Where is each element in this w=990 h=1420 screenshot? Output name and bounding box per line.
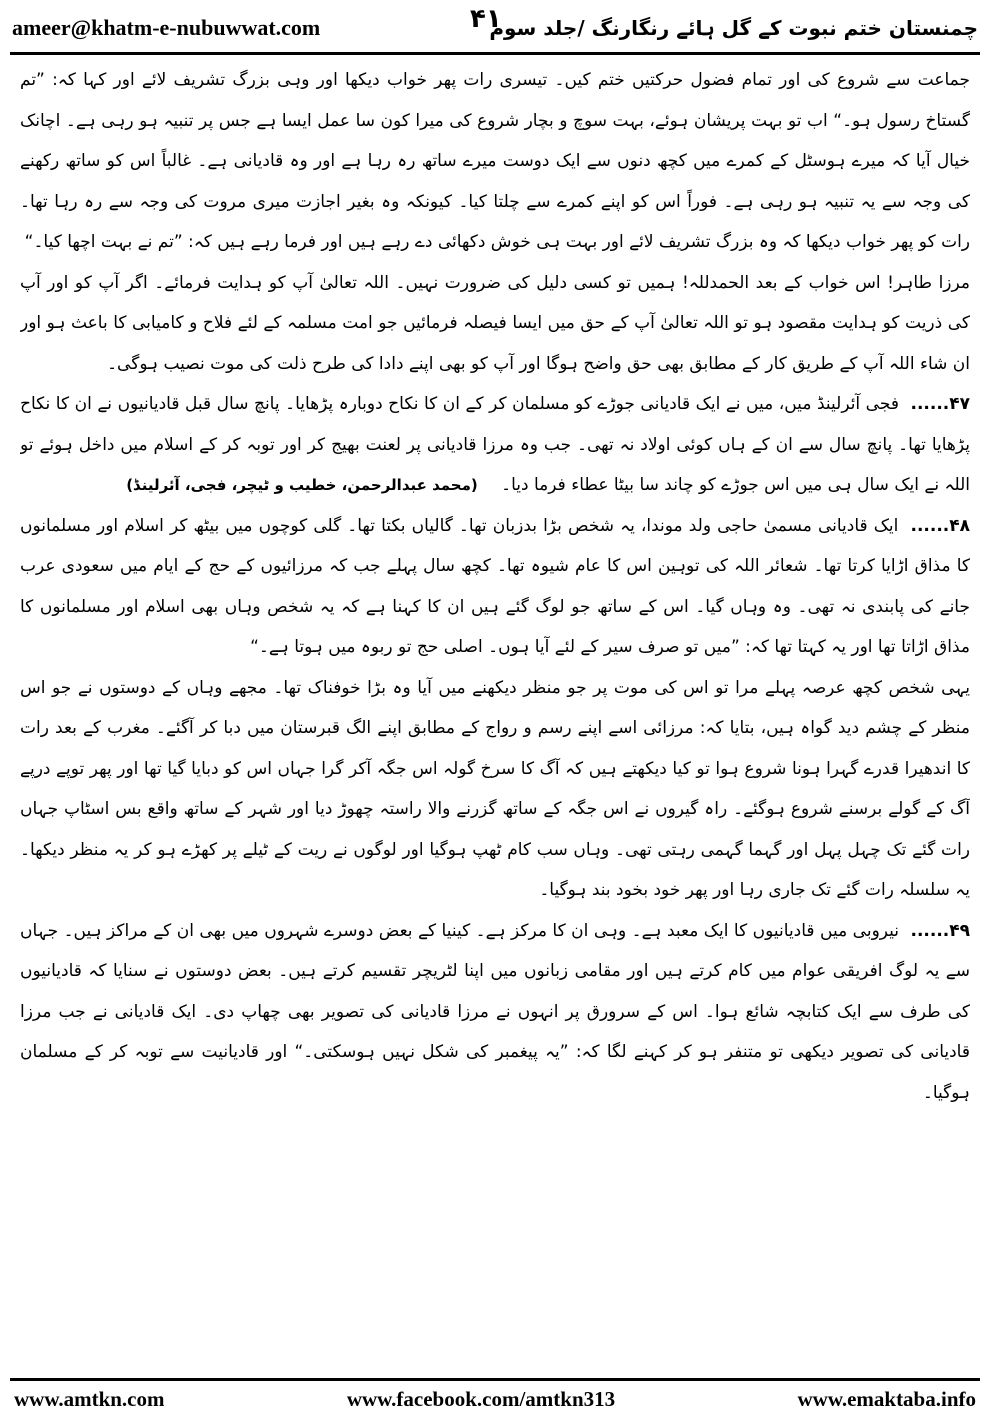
paragraph-text: نیروبی میں قادیانیوں کا ایک معبد ہے۔ وہی ان کا مرکز ہے۔ کینیا کے بعض دوسرے شہروں میں بھی ان کے مراکز ہیں۔ جہاں سے یہ لوگ افریقی عوام میں کام کرتے ہیں اور مقامی زبانوں میں اپنا لٹریچر تقسیم کرتے ہیں۔ بعض دوستوں نے سنایا کہ قادیانیوں کی طرف سے ایک کتابچہ شائع ہوا۔ اس کے سرورق پر انہوں نے مرزا قادیانی کی تصویر بھی چھاپ دی۔ ایک قادیانی نے جب مرزا قادیانی کی تصویر دیکھی تو متنفر ہو کر کہنے لگا کہ: ”یہ پیغمبر کی شکل نہیں ہوسکتی۔“ اور قادیانیت سے توبہ کر کے مسلمان ہوگیا۔ xyxy=(20,920,970,1103)
footer-divider xyxy=(10,1378,980,1381)
paragraph-48-continued xyxy=(20,668,970,911)
paragraph-text: یہی شخص کچھ عرصہ پہلے مرا تو اس کی موت پر جو منظر دیکھنے میں آیا وہ بڑا خوفناک تھا۔ مجھے وہاں کے دوستوں نے جو اس منظر کے چشم دید گواہ ہیں، بتایا کہ: مرزائی اسے اپنے رسم و رواج کے مطابق اپنے الگ قبرستان میں دبا کر آگئے۔ مغرب کے بعد رات کا اندھیرا قدرے گہرا ہونا شروع ہوا تو کیا دیکھتے ہیں کہ آگ کا سرخ گولہ اس جگہ آکر گرا جہاں اس کو دبایا گیا تھا اور پھر توپے درپے آگ کے گولے برسنے شروع ہوگئے۔ راہ گیروں نے اس جگہ کے ساتھ گزرنے والا راستہ چھوڑ دیا اور شہر کے ساتھ واقع بس اسٹاپ جہاں رات گئے تک چہل پہل اور گہما گہمی رہتی تھی۔ وہاں سب کام ٹھپ ہوگیا اور لوگوں نے ریت کے ٹیلے پر کھڑے ہو کر یہ منظر دیکھا۔ یہ سلسلہ رات گئے تک جاری رہا اور پھر خود بخود بند ہوگیا۔ xyxy=(20,677,970,900)
paragraph-1 xyxy=(20,60,970,263)
paragraph-text: ایک قادیانی مسمیٰ حاجی ولد موندا، یہ شخص بڑا بدزبان تھا۔ گالیاں بکتا تھا۔ گلی کوچوں میں بیٹھ کر اسلام اور مسلمانوں کا مذاق اڑایا کرتا تھا۔ شعائر اللہ کی توہین اس کا عام شیوہ تھا۔ کچھ سال پہلے جب کہ مرزائیوں کے حج کے ایام میں سعودی عرب جانے کی پابندی نہ تھی۔ وہ وہاں گیا۔ اس کے ساتھ جو لوگ گئے ہیں ان کا کہنا ہے کہ یہ شخص وہاں بھی اسلام اور مسلمانوں کا مذاق اڑاتا تھا اور یہ کہتا تھا کہ: ”میں تو صرف سیر کے لئے آیا ہوں۔ اصلی حج تو ربوہ میں ہوتا ہے۔“ xyxy=(20,515,970,657)
page-number: ۴۱ xyxy=(470,4,502,34)
header-divider xyxy=(10,52,980,55)
paragraph-48 xyxy=(20,506,970,668)
paragraph-49 xyxy=(20,911,970,1114)
item-number: ۴۹...... xyxy=(910,920,970,941)
paragraph-text: فجی آئرلینڈ میں، میں نے ایک قادیانی جوڑے کو مسلمان کر کے ان کا نکاح دوبارہ پڑھایا۔ پانچ سال قبل قادیانیوں نے ان کا نکاح پڑھایا تھا۔ پانچ سال سے ان کے ہاں کوئی اولاد نہ تھی۔ جب وہ مرزا قادیانی پر لعنت بھیج کر اور توبہ کر کے اسلام میں داخل ہوئے تو اللہ نے ایک سال ہی میں اس جوڑے کو چاند سا بیٹا عطاء فرما دیا۔ xyxy=(20,394,970,495)
source-credit: (محمد عبدالرحمن، خطیب و ٹیچر، فجی، آئرلینڈ) xyxy=(126,476,478,494)
header-email[interactable]: ameer@khatm-e-nubuwwat.com xyxy=(12,15,321,40)
item-number: ۴۷...... xyxy=(910,394,970,414)
footer-link-emaktaba[interactable]: www.emaktaba.info xyxy=(797,1386,976,1411)
item-number: ۴۸...... xyxy=(910,515,970,536)
page-body xyxy=(20,60,970,1372)
book-title: چمنستان ختم نبوت کے گل ہائے رنگارنگ /جلد سوم xyxy=(489,16,978,40)
paragraph-47 xyxy=(20,384,970,506)
paragraph-2 xyxy=(20,263,970,385)
paragraph-text: مرزا طاہر! اس خواب کے بعد الحمدللہ! ہمیں تو کسی دلیل کی ضرورت نہیں۔ اللہ تعالیٰ آپ کو ہدایت فرمائے۔ اگر آپ کو اور آپ کی ذریت کو ہدایت مقصود ہو تو اللہ تعالیٰ آپ کے حق میں ایسا فیصلہ فرمائیں جو امت مسلمہ کے لئے فلاح و کامیابی کا باعث ہو اور ان شاء اللہ آپ کے طریق کار کے مطابق بھی حق واضح ہوگا اور آپ کو بھی اپنے دادا کی طرح ذلت کی موت نصیب ہوگی۔ xyxy=(20,272,970,374)
footer-link-facebook[interactable]: www.facebook.com/amtkn313 xyxy=(346,1386,616,1411)
paragraph-text: جماعت سے شروع کی اور تمام فضول حرکتیں ختم کیں۔ تیسری رات پھر خواب دیکھا اور وہی بزرگ تشریف لائے اور کہا کہ: ”تم گستاخ رسول ہو۔“ اب تو بہت پریشان ہوئے، بہت سوچ و بچار شروع کی میرا کون سا عمل ایسا ہے جس پر تنبیہ ہو رہی ہے۔ اچانک خیال آیا کہ میرے ہوسٹل کے کمرے میں کچھ دنوں سے ایک دوست میرے ساتھ رہ رہا ہے اور وہ قادیانی ہے۔ غالباً اس کو ساتھ رکھنے کی وجہ سے یہ تنبیہ ہو رہی ہے۔ فوراً اس کو اپنے کمرے سے چلتا کیا۔ کیونکہ وہ بغیر اجازت میری مروت کی وجہ سے رہ رہا تھا۔ رات کو پھر خواب دیکھا کہ وہ بزرگ تشریف لائے اور بہت ہی خوش دکھائی دے رہے ہیں اور فرما رہے ہیں کہ: ”تم نے بہت اچھا کیا۔“ xyxy=(20,70,970,252)
page-footer xyxy=(14,1384,976,1414)
footer-link-amtkn[interactable]: www.amtkn.com xyxy=(14,1386,165,1411)
